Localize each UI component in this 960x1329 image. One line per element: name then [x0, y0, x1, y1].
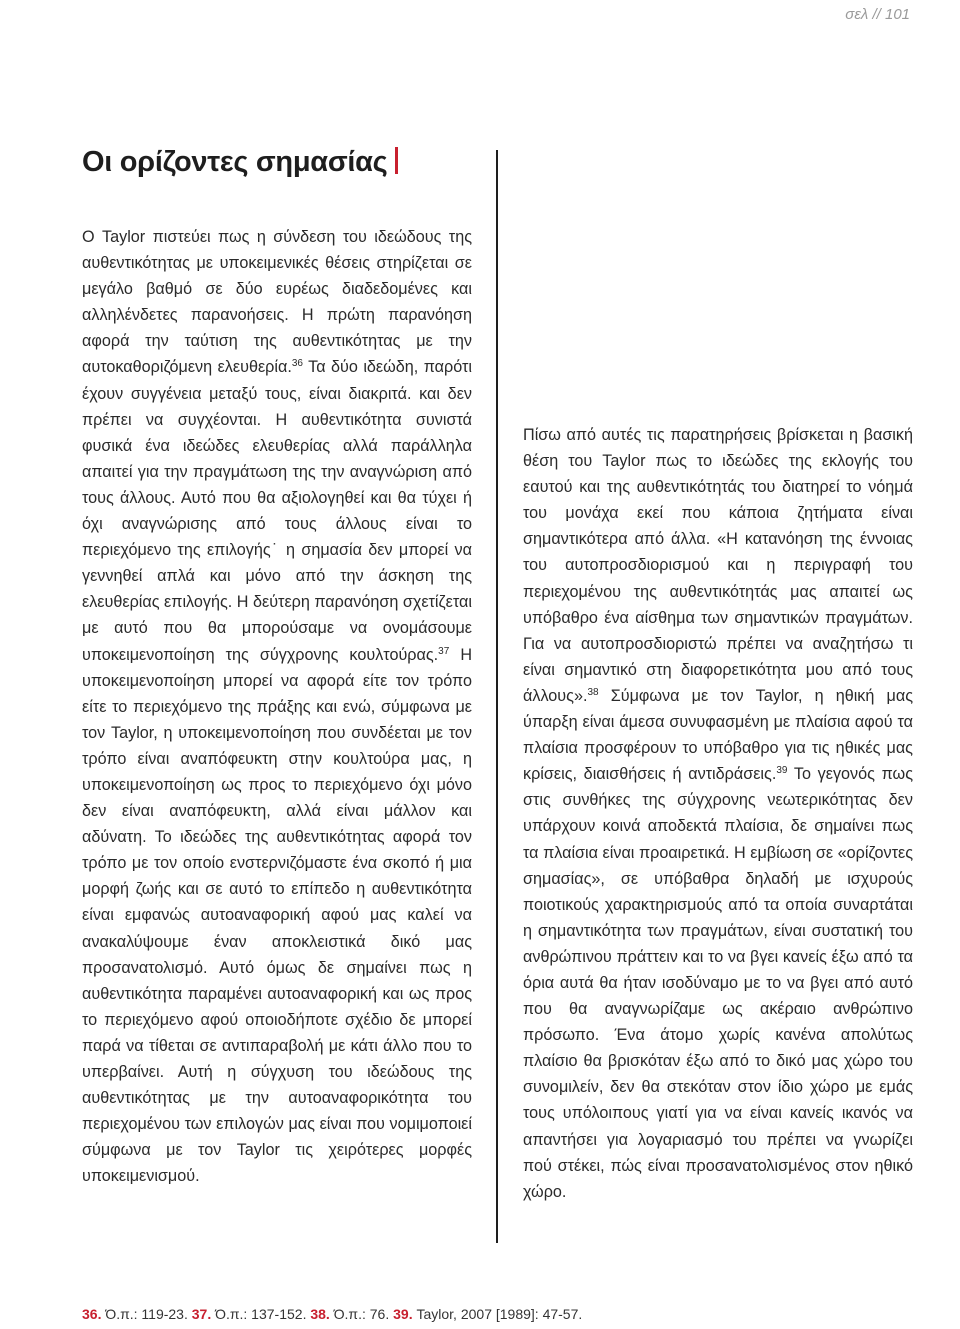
- text-run: Πίσω από αυτές τις παρατηρήσεις βρίσκεται η βασική θέση του Taylor πως το ιδεώδες της εκλογής του εαυτού και της αυθεντικότητάς του διατηρεί το νόημά του μονάχα εκεί που κάποια ζητήματα είναι σημαντικότερα από άλλα. «Η κατανόηση της έννοιας του αυτοπροσδιορισμού και η περιγραφή του περιεχομένου της αυθεντικότητάς μας απαιτεί ως υπόβαθρο ένα αίσθημα των σημαντικών πραγμάτων. Για να αυτοπροσδιοριστώ πρέπει να αναζητήσω τι είναι σημαντικό στη διαφορετικότητα μου από τους άλλους».: [523, 426, 913, 705]
- text-run: Ο Taylor πιστεύει πως η σύνδεση του ιδεώδους της αυθεντικότητας με υποκειμενικές θέσεις στηρίζεται σε μεγάλο βαθμό σε δύο ευρέως διαδεδομένες και αλληλένδετες παρανοήσεις. Η πρώτη παρανόηση αφορά την ταύτιση της αυθεντικότητας με την αυτοκαθοριζόμενη ελευθερία.: [82, 228, 472, 377]
- footnote-number: 37.: [191, 1306, 212, 1322]
- footnote-text: Taylor, 2007 [1989]: 47-57.: [412, 1306, 583, 1322]
- footnote-number: 36.: [82, 1306, 102, 1322]
- footnote-text: Ό.π.: 76.: [329, 1306, 394, 1322]
- paragraph: [523, 422, 913, 1205]
- body-column-left: [82, 224, 472, 1189]
- text-run: Σύμφωνα με τον Taylor, η ηθική μας ύπαρξη είναι άμεσα συνυφασμένη με πλαίσια αφού τα πλαίσια προσφέρουν το υπόβαθρο για τις ηθικές μας κρίσεις, διαισθήσεις ή αντιδράσεις.: [523, 686, 913, 784]
- footnote-text: Ό.π.: 137-152.: [211, 1306, 311, 1322]
- title-text: Οι ορίζοντες σημασίας: [82, 146, 388, 178]
- title-accent-bar: [395, 147, 398, 174]
- column-divider: [496, 150, 498, 1243]
- footnote-ref-36: 36: [291, 358, 303, 370]
- text-run: Το γεγονός πως στις συνθήκες της σύγχρονης νεωτερικότητας δεν υπάρχουν κοινά αποδεκτά πλαίσια, δε σημαίνει πως τα πλαίσια είναι προαιρετικά. Η εμβίωση σε «ορίζοντες σημασίας», σε υπόβαθρα δηλαδή με ισχυρούς ποιοτικούς χαρακτηρισμούς από τα οποία συναρτάται η σημαντικότητα των πραγμάτων, είναι συστατική του ανθρώπινου πράττειν και το να βγει κανείς έξω από τα όρια αυτά θα ήταν ισοδύναμο με το να βγει από αυτό που θα αναγνωρίζαμε ως ακέραιο ανθρώπινο πρόσωπο. Ένα άτομο χωρίς κανένα απολύτως πλαίσιο θα βρισκόταν έξω από το δικό μας χώρο του συνομιλείν, δεν θα στεκόταν στον ίδιο χώρο με εμάς τους υπόλοιπους γιατί για να είναι κανείς ικανός να απαντήσει για λογαριασμό του πρέπει να γνωρίζει πού στέκει, πώς είναι προσανατολισμένος στον ηθικό χώρο.: [523, 765, 913, 1201]
- footnote-ref-37: 37: [438, 645, 450, 657]
- footnotes: [82, 1306, 582, 1322]
- text-run: Η υποκειμενοποίηση μπορεί να αφορά είτε τον τρόπο είτε το περιεχόμενο της πράξης και ενώ, σύμφωνα με τον Taylor, η υποκειμενοποίηση που συνδέεται με τον τρόπο είναι αναπόφευκτη στην κουλτούρα μας, η υποκειμενοποίηση ως προς το περιεχόμενο όχι μόνο δεν είναι αναπόφευκτη, αλλά είναι μάλλον και αδύνατη. Το ιδεώδες της αυθεντικότητας αφορά τον τρόπο με τον οποίο ενστερνιζόμαστε ένα σκοπό ή μια μορφή ζωής και σε αυτό το επίπεδο η αυθεντικότητα είναι εμφανώς αυτοαναφορική αφού μας καλεί να ανακαλύψουμε έναν αποκλειστικά δικό μας προσανατολισμό. Αυτό όμως δε σημαίνει πως η αυθεντικότητα παραμένει αυτοαναφορική και ως προς το περιεχόμενο αφού οποιοδήποτε σχέδιο δε μπορεί παρά να τίθεται σε αντιπαραβολή με κάτι άλλο που το υπερβαίνει. Αυτή η σύγχυση του ιδεώδους της αυθεντικότητας με την αυτοαναφορικότητα του περιεχομένου των επιλογών μας είναι που νομιμοποιεί σύμφωνα με τον Taylor τις χειρότερες μορφές υποκειμενισμού.: [82, 645, 473, 1186]
- footnote-ref-38: 38: [587, 686, 599, 698]
- body-column-right: [523, 422, 913, 1205]
- text-run: Τα δύο ιδεώδη, παρότι έχουν συγγένεια μεταξύ τους, είναι διακριτά. και δεν πρέπει να συγχέονται. Η αυθεντικότητα συνιστά φυσικά ένα ιδεώδες ελευθερίας αλλά παράλληλα απαιτεί για την πραγμάτωση της την αναγνώριση από τους άλλους. Αυτό που θα αξιολογηθεί και θα τύχει ή όχι αναγνώρισης από τους άλλους είναι το περιεχόμενο της επιλογής˙ η σημασία δεν μπορεί να γεννηθεί απλά και μόνο από την άσκηση της ελευθερίας επιλογής. Η δεύτερη παρανόηση σχετίζεται με αυτό που θα μπορούσαμε να ονομάσουμε υποκειμενοποίηση της σύγχρονης κουλτούρας.: [82, 358, 472, 664]
- footnote-ref-39: 39: [776, 765, 788, 777]
- footnote-text: Ό.π.: 119-23.: [101, 1306, 192, 1322]
- footnote-number: 39.: [393, 1306, 413, 1322]
- paragraph: [82, 224, 472, 1189]
- page-title: [82, 146, 398, 179]
- page-number: σελ // 101: [845, 6, 910, 23]
- footnote-number: 38.: [310, 1306, 330, 1322]
